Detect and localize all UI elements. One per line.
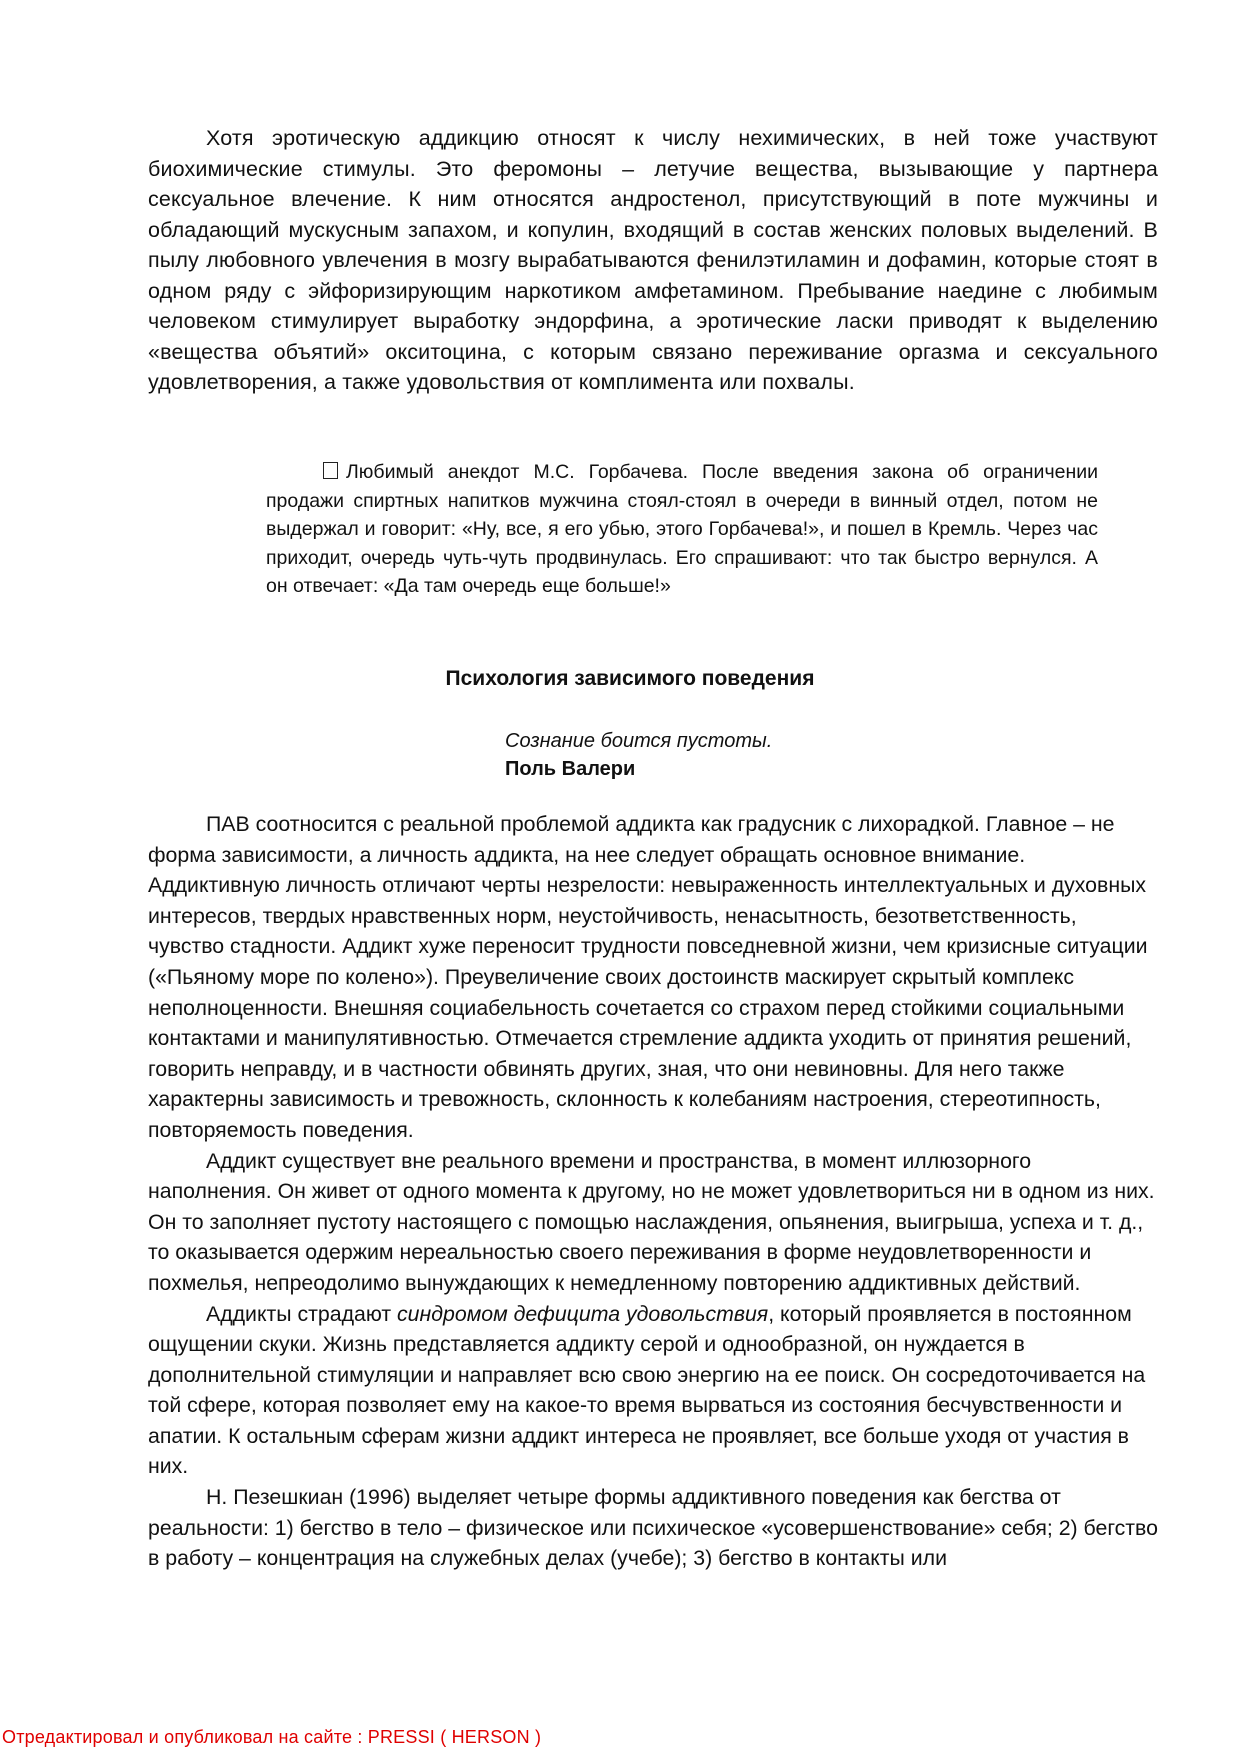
anecdote-block xyxy=(266,458,1098,601)
epigraph-author: Поль Валери xyxy=(505,758,636,780)
body-paragraph-2: Аддикт существует вне реального времени и пространства, в момент иллюзорного наполнения. Он живет от одного момента к другому, но не может удовлетвориться ни в одном из них. Он то заполняет пустоту настоящего с помощью наслаждения, опьянения, выигрыша, успеха и т. д., то оказывается одержим нереальностью своего переживания в форме неудовлетворенности и похмелья, непреодолимо вынуждающих к немедленному повторению аддиктивных действий. xyxy=(148,1148,1155,1295)
body-paragraph-3-start: Аддикты страдают xyxy=(206,1301,398,1326)
body-paragraph-4: Н. Пезешкиан (1996) выделяет четыре формы аддиктивного поведения как бегства от реальности: 1) бегство в тело – физическое или психическое «усовершенствование» себя; 2) бегство в работу – концентрация на служебных делах (учебе); 3) бегство в контакты или xyxy=(148,1485,1158,1571)
anecdote-text: Любимый анекдот М.С. Горбачева. После введения закона об ограничении продажи спиртных напитков мужчина стоял-стоял в очереди в винный отдел, потом не выдержал и говорит: «Ну, все, я его убью, этого Горбачева!», и пошел в Кремль. Через час приходит, очередь чуть-чуть продвинулась. Его спрашивают: что так быстро вернулся. А он отвечает: «Да там очередь еще больше!» xyxy=(266,461,1098,597)
body-paragraph-3-emphasis: синдромом дефицита удовольствия xyxy=(397,1301,769,1326)
checkbox-symbol-icon xyxy=(323,462,338,479)
epigraph-quote: Сознание боится пустоты. xyxy=(505,730,773,752)
body-paragraph-1: ПАВ соотносится с реальной проблемой аддикта как градусник с лихорадкой. Главное – не форма зависимости, а личность аддикта, на нее следует обращать основное внимание. Аддиктивную личность отличают черты незрелости: невыраженность интеллектуальных и духовных интересов, твердых нравственных норм, неустойчивость, ненасытность, безответственность, чувство стадности. Аддикт хуже переносит трудности повседневной жизни, чем кризисные ситуации («Пьяному море по колено»). Преувеличение своих достоинств маскирует скрытый комплекс неполноценности. Внешняя социабельность сочетается со страхом перед стойкими социальными контактами и манипулятивностью. Отмечается стремление аддикта уходить от принятия решений, говорить неправду, и в частности обвинять других, зная, что они невиновны. Для него также характерны зависимость и тревожность, склонность к колебаниям настроения, стереотипность, повторяемость поведения. xyxy=(148,812,1148,1142)
section-title: Психология зависимого поведения xyxy=(445,667,815,690)
epigraph xyxy=(505,727,772,783)
section-body xyxy=(148,809,1158,1574)
body-paragraph-3 xyxy=(148,1299,1158,1483)
footer-credit: Отредактировал и опубликовал на сайте : PRESSI ( HERSON ) xyxy=(2,1727,542,1747)
body-paragraph-3-end: , который проявляется в постоянном ощущении скуки. Жизнь представляется аддикту серой и однообразной, он нуждается в дополнительной стимуляции и направляет всю свою энергию на ее поиск. Он сосредоточивается на той сфере, которая позволяет ему на какое-то время вырваться из состояния бесчувственности и апатии. К остальным сферам жизни аддикт интереса не проявляет, все больше уходя от участия в них. xyxy=(148,1301,1146,1479)
paragraph-erotic-addiction: Хотя эротическую аддикцию относят к числу нехимических, в ней тоже участвуют биохимические стимулы. Это феромоны – летучие вещества, вызывающие у партнера сексуальное влечение. К ним относятся андростенол, присутствующий в поте мужчины и обладающий мускусным запахом, и копулин, входящий в состав женских половых выделений. В пылу любовного увлечения в мозгу вырабатываются фенилэтиламин и дофамин, которые стоят в одном ряду с эйфоризирующим наркотиком амфетамином. Пребывание наедине с любимым человеком стимулирует выработку эндорфина, а эротические ласки приводят к выделению «вещества объятий» окситоцина, с которым связано переживание оргазма и сексуального удовлетворения, а также удовольствия от комплимента или похвалы. xyxy=(148,126,1158,394)
